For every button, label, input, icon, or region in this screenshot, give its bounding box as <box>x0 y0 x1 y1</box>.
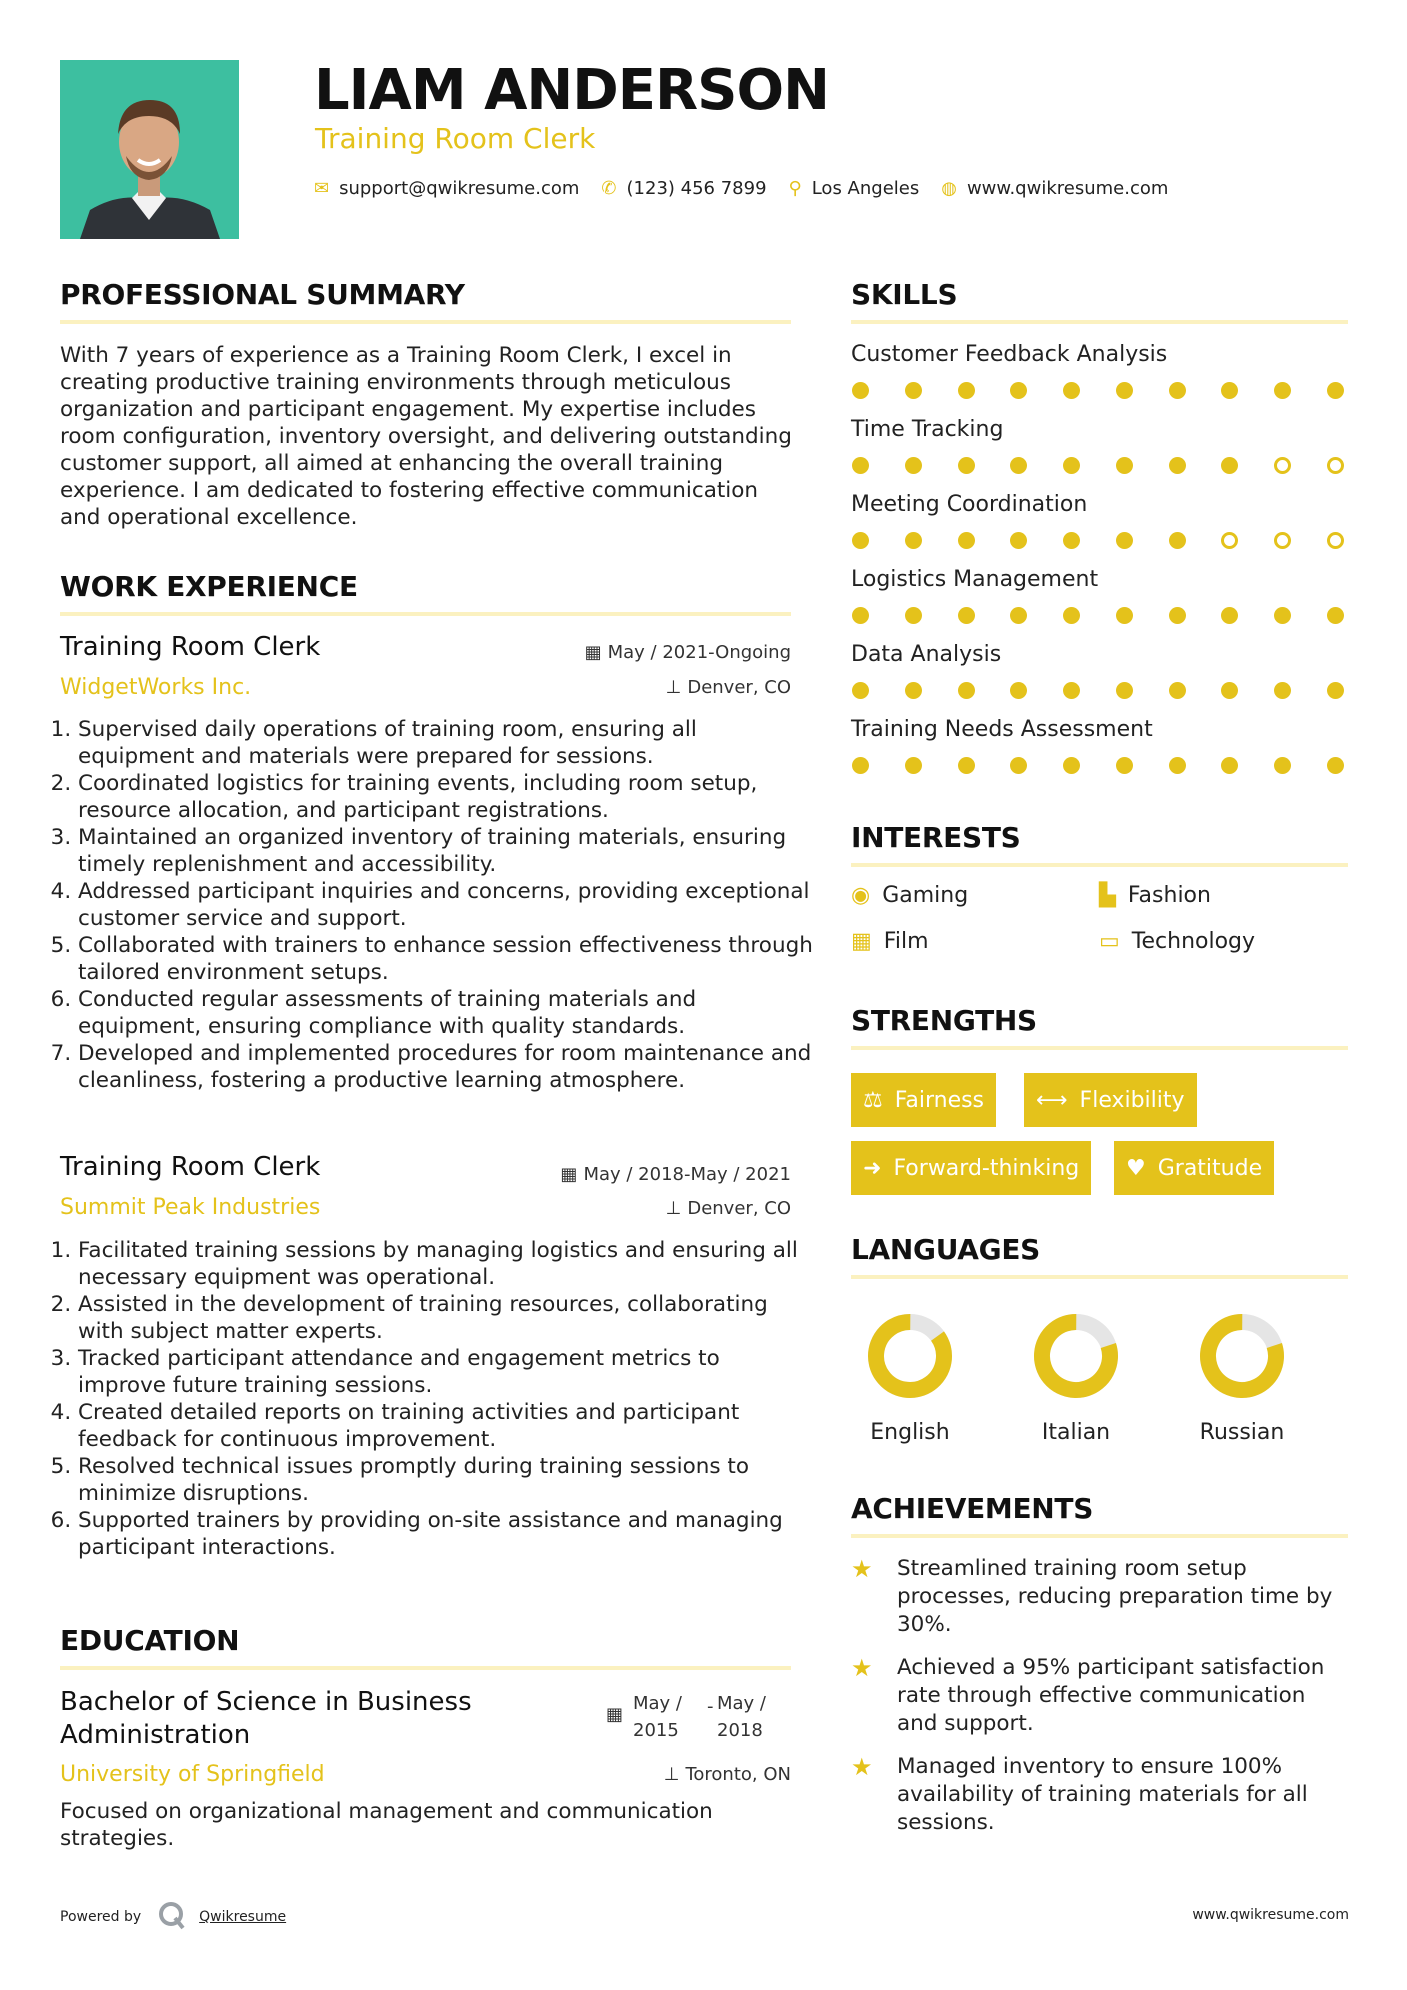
skill-name: Time Tracking <box>851 417 1004 442</box>
summary-heading: PROFESSIONAL SUMMARY <box>60 278 465 311</box>
pushpin-icon: ⊥ <box>663 1764 680 1785</box>
list-item: 4. Addressed participant inquiries and concerns, providing exceptional customer service and support. <box>78 878 813 932</box>
phone-icon: ✆ <box>601 178 617 199</box>
rating-dot-filled <box>1063 532 1080 549</box>
rating-dot-filled <box>1274 682 1291 699</box>
list-item: 7. Developed and implemented procedures for room maintenance and cleanliness, fostering a productive learning atmosphere. <box>78 1040 813 1094</box>
skill-rating <box>852 457 1344 474</box>
interests-heading: INTERESTS <box>851 821 1021 854</box>
achievements-heading: ACHIEVEMENTS <box>851 1492 1094 1525</box>
rating-dot-filled <box>1221 757 1238 774</box>
rating-dot-filled <box>1010 682 1027 699</box>
rating-dot-filled <box>905 382 922 399</box>
rating-dot-filled <box>1063 757 1080 774</box>
powered-by-label: Powered by <box>60 1909 142 1925</box>
language-name: English <box>870 1420 950 1445</box>
profile-photo <box>60 60 239 239</box>
language-item <box>845 1306 975 1445</box>
rating-dot-filled <box>1063 382 1080 399</box>
rating-dot-filled <box>905 607 922 624</box>
rating-dot-filled <box>1221 382 1238 399</box>
job-company: Summit Peak Industries <box>60 1195 321 1220</box>
calendar-icon: ▦ <box>584 642 602 663</box>
education-end-date: May / 2018 <box>717 1693 766 1741</box>
language-item <box>1177 1306 1307 1445</box>
interests-divider <box>851 863 1348 867</box>
strengths-heading: STRENGTHS <box>851 1004 1037 1037</box>
skills-divider <box>851 320 1348 324</box>
achievement-item: ★ Managed inventory to ensure 100% availability of training materials for all sessions. <box>851 1753 1308 1835</box>
pushpin-icon: ⊥ <box>665 677 682 698</box>
language-donut <box>1026 1306 1126 1406</box>
rating-dot-filled <box>958 532 975 549</box>
candidate-title: Training Room Clerk <box>315 122 596 155</box>
contact-website[interactable]: www.qwikresume.com <box>966 178 1169 199</box>
list-item: 6. Supported trainers by providing on-site assistance and managing participant interactions. <box>78 1507 813 1561</box>
achievement-item: ★ Streamlined training room setup processes, reducing preparation time by 30%. <box>851 1555 1333 1637</box>
job-date: ▦ May / 2021-Ongoing <box>584 642 791 663</box>
rating-dot-filled <box>852 382 869 399</box>
skill-rating <box>852 382 1344 399</box>
donut-fill <box>1199 1313 1285 1399</box>
strengths-divider <box>851 1046 1348 1050</box>
contact-location: Los Angeles <box>811 178 920 199</box>
list-item: 5. Resolved technical issues promptly during training sessions to minimize disruptions. <box>78 1453 813 1507</box>
education-location: ⊥ Toronto, ON <box>663 1764 791 1785</box>
school-name: University of Springfield <box>60 1762 325 1787</box>
rating-dot-filled <box>1327 757 1344 774</box>
donut-fill <box>863 1309 958 1404</box>
strength-tag-forward-thinking: ➜ Forward-thinking <box>851 1141 1091 1195</box>
language-name: Italian <box>1041 1420 1111 1445</box>
summary-divider <box>60 320 791 324</box>
language-donut <box>1192 1306 1292 1406</box>
rating-dot-filled <box>1010 607 1027 624</box>
education-start-date: May / 2015 <box>633 1693 682 1741</box>
rating-dot-filled <box>1010 757 1027 774</box>
list-item: 2. Assisted in the development of training resources, collaborating with subject matter experts. <box>78 1291 813 1345</box>
job-title: Training Room Clerk <box>60 632 321 662</box>
laptop-icon: ▭ <box>1099 929 1120 954</box>
rating-dot-empty <box>1327 457 1344 474</box>
list-item: 1. Supervised daily operations of training room, ensuring all equipment and materials were prepared for sessions. <box>78 716 813 770</box>
rating-dot-filled <box>1327 682 1344 699</box>
rating-dot-filled <box>1010 532 1027 549</box>
list-item: 5. Collaborated with trainers to enhance session effectiveness through tailored environment setups. <box>78 932 813 986</box>
film-icon: ▦ <box>851 929 872 954</box>
star-icon: ★ <box>851 1654 873 1682</box>
job-location: ⊥ Denver, CO <box>665 1198 791 1219</box>
achievements-divider <box>851 1534 1348 1538</box>
rating-dot-filled <box>905 757 922 774</box>
job-title: Training Room Clerk <box>60 1152 321 1182</box>
candidate-name: LIAM ANDERSON <box>314 58 829 123</box>
education-heading: EDUCATION <box>60 1624 240 1657</box>
skill-rating <box>852 682 1344 699</box>
interest-gaming: ◉ Gaming <box>851 883 969 908</box>
interest-fashion: ▙ Fashion <box>1099 883 1211 908</box>
brand-link[interactable]: Qwikresume <box>199 1909 287 1925</box>
contact-email[interactable]: support@qwikresume.com <box>339 178 580 199</box>
rating-dot-filled <box>852 457 869 474</box>
rating-dot-filled <box>958 457 975 474</box>
job-company: WidgetWorks Inc. <box>60 675 252 700</box>
education-divider <box>60 1666 791 1670</box>
rating-dot-filled <box>1169 532 1186 549</box>
skill-rating <box>852 607 1344 624</box>
degree-title: Bachelor of Science in Business Administration <box>60 1687 472 1750</box>
rating-dot-filled <box>1116 532 1133 549</box>
rating-dot-empty <box>1274 457 1291 474</box>
rating-dot-filled <box>1116 607 1133 624</box>
interest-film: ▦ Film <box>851 929 929 954</box>
achievement-item: ★ Achieved a 95% participant satisfaction rate through effective communication and support. <box>851 1654 1325 1736</box>
language-donut <box>860 1306 960 1406</box>
strength-tag-gratitude: ♥ Gratitude <box>1114 1141 1274 1195</box>
calendar-icon: ▦ <box>606 1704 624 1725</box>
rating-dot-filled <box>1063 682 1080 699</box>
list-item: 2. Coordinated logistics for training events, including room setup, resource allocation, and participant registrations. <box>78 770 813 824</box>
rating-dot-filled <box>1169 757 1186 774</box>
rating-dot-filled <box>1116 382 1133 399</box>
rating-dot-filled <box>958 382 975 399</box>
rating-dot-filled <box>1221 457 1238 474</box>
star-icon: ★ <box>851 1555 873 1583</box>
arrows-horizontal-icon: ⟷ <box>1036 1087 1068 1113</box>
rating-dot-filled <box>1116 457 1133 474</box>
qwikresume-logo-icon <box>157 1900 187 1934</box>
job-location: ⊥ Denver, CO <box>665 677 791 698</box>
list-item: 3. Tracked participant attendance and engagement metrics to improve future training sessions. <box>78 1345 813 1399</box>
rating-dot-filled <box>1221 607 1238 624</box>
job-date: ▦ May / 2018-May / 2021 <box>560 1164 791 1185</box>
rating-dot-filled <box>1274 382 1291 399</box>
rating-dot-filled <box>1327 607 1344 624</box>
skill-name: Customer Feedback Analysis <box>851 342 1168 367</box>
skills-heading: SKILLS <box>851 278 958 311</box>
rating-dot-filled <box>1063 607 1080 624</box>
skill-rating <box>852 532 1344 549</box>
rating-dot-filled <box>852 532 869 549</box>
pushpin-icon: ⊥ <box>665 1198 682 1219</box>
rating-dot-filled <box>1327 382 1344 399</box>
map-pin-icon: ⚲ <box>788 178 802 199</box>
skill-rating <box>852 757 1344 774</box>
rating-dot-filled <box>1274 757 1291 774</box>
rating-dot-filled <box>1116 682 1133 699</box>
rating-dot-filled <box>1116 757 1133 774</box>
globe-icon: ◍ <box>941 178 957 199</box>
skill-name: Meeting Coordination <box>851 492 1088 517</box>
rating-dot-empty <box>1327 532 1344 549</box>
rating-dot-filled <box>1169 607 1186 624</box>
contact-phone[interactable]: (123) 456 7899 <box>626 178 767 199</box>
experience-heading: WORK EXPERIENCE <box>60 570 358 603</box>
avatar-illustration <box>60 60 239 239</box>
rating-dot-filled <box>1010 457 1027 474</box>
donut-fill <box>1033 1313 1119 1399</box>
rating-dot-filled <box>958 682 975 699</box>
arrow-right-icon: ➜ <box>863 1155 882 1181</box>
summary-text: With 7 years of experience as a Training Room Clerk, I excel in creating productive training environments through meticulous organization and participant engagement. My expertise includes room configuration, inventory oversight, and delivering outstanding customer support, all aimed at enhancing the overall training experience. I am dedicated to fostering effective communication and operational excellence. <box>60 343 792 530</box>
rating-dot-filled <box>1274 607 1291 624</box>
skill-name: Training Needs Assessment <box>851 717 1153 742</box>
calendar-icon: ▦ <box>560 1164 578 1185</box>
rating-dot-filled <box>905 457 922 474</box>
star-icon: ★ <box>851 1753 873 1781</box>
balance-scale-icon: ⚖ <box>863 1087 883 1113</box>
footer-powered-by <box>60 1900 286 1934</box>
footer-website[interactable]: www.qwikresume.com <box>1192 1907 1349 1923</box>
list-item: 6. Conducted regular assessments of training materials and equipment, ensuring compliance with quality standards. <box>78 986 813 1040</box>
job-duties-list <box>60 1237 813 1561</box>
interest-technology: ▭ Technology <box>1099 929 1256 954</box>
rating-dot-filled <box>1221 682 1238 699</box>
rating-dot-filled <box>958 757 975 774</box>
language-item <box>1011 1306 1141 1445</box>
education-date-separator: - <box>707 1696 714 1717</box>
rating-dot-filled <box>1169 382 1186 399</box>
contact-bar <box>314 178 1190 199</box>
rating-dot-empty <box>1274 532 1291 549</box>
language-name: Russian <box>1199 1420 1285 1445</box>
languages-heading: LANGUAGES <box>851 1233 1041 1266</box>
rating-dot-filled <box>852 607 869 624</box>
rating-dot-filled <box>1063 457 1080 474</box>
strength-tag-flexibility: ⟷ Flexibility <box>1024 1073 1197 1127</box>
experience-divider <box>60 612 791 616</box>
rating-dot-filled <box>905 532 922 549</box>
rating-dot-filled <box>1169 457 1186 474</box>
shopping-bag-icon: ▙ <box>1099 883 1116 908</box>
list-item: 4. Created detailed reports on training activities and participant feedback for continuous improvement. <box>78 1399 813 1453</box>
rating-dot-empty <box>1221 532 1238 549</box>
list-item: 3. Maintained an organized inventory of training materials, ensuring timely replenishment and accessibility. <box>78 824 813 878</box>
job-duties-list <box>60 716 813 1094</box>
rating-dot-filled <box>852 682 869 699</box>
skill-name: Logistics Management <box>851 567 1099 592</box>
rating-dot-filled <box>852 757 869 774</box>
rating-dot-filled <box>1010 382 1027 399</box>
gamepad-icon: ◉ <box>851 883 871 908</box>
list-item: 1. Facilitated training sessions by managing logistics and ensuring all necessary equipment was operational. <box>78 1237 813 1291</box>
education-description: Focused on organizational management and communication strategies. <box>60 1799 713 1851</box>
skill-name: Data Analysis <box>851 642 1002 667</box>
rating-dot-filled <box>958 607 975 624</box>
heart-icon: ♥ <box>1126 1155 1146 1181</box>
rating-dot-filled <box>905 682 922 699</box>
rating-dot-filled <box>1169 682 1186 699</box>
envelope-icon: ✉ <box>314 178 330 199</box>
languages-divider <box>851 1275 1348 1279</box>
strength-tag-fairness: ⚖ Fairness <box>851 1073 996 1127</box>
